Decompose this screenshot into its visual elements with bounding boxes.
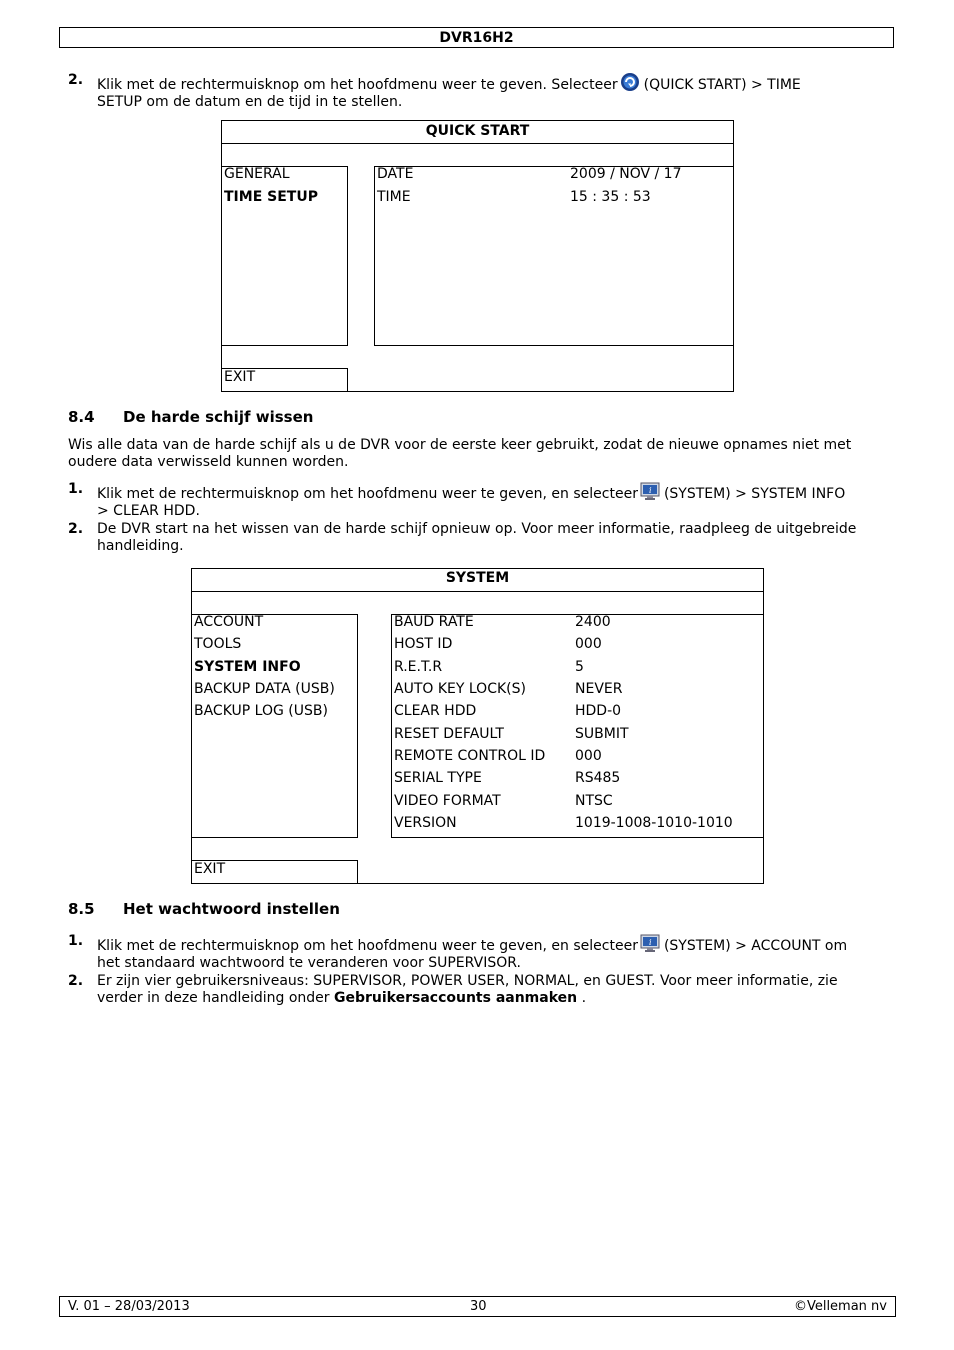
row-label: HOST ID (394, 636, 453, 652)
step-text-part: . (581, 990, 587, 1006)
step-number: 2. (68, 973, 84, 989)
step-text-part: (QUICK START) > TIME (643, 77, 801, 93)
exit-label: EXIT (194, 861, 226, 877)
section-intro (68, 437, 890, 471)
row-value[interactable]: 5 (575, 659, 584, 675)
intro-line: Wis alle data van de harde schijf als u de DVR voor de eerste keer gebruikt, zodat de nieuwe opnames niet met (68, 437, 852, 453)
section-title: De harde schijf wissen (123, 408, 314, 426)
row-label: TIME (377, 189, 411, 205)
menu-title: QUICK START (425, 123, 530, 139)
step-text-part: (SYSTEM) > SYSTEM INFO (663, 486, 846, 502)
menu-item-account[interactable]: ACCOUNT (194, 614, 264, 630)
row-value[interactable]: RS485 (575, 770, 621, 786)
step-text (97, 72, 889, 111)
document-footer (59, 1296, 896, 1317)
step-text-line2: > CLEAR HDD. (97, 503, 200, 519)
row-value[interactable]: NTSC (575, 793, 613, 809)
step-text-line2: SETUP om de datum en de tijd in te stellen. (97, 94, 403, 110)
step-text (97, 933, 889, 972)
step-number: 2. (68, 72, 84, 88)
menu-item-system-info[interactable]: SYSTEM INFO (194, 659, 301, 675)
divider (221, 143, 734, 144)
svg-text:i: i (648, 486, 652, 495)
divider (191, 591, 764, 592)
section-number: 8.4 (68, 408, 95, 426)
step-text-line2: handleiding. (97, 538, 184, 554)
step-number: 1. (68, 933, 84, 949)
row-value[interactable]: 2400 (575, 614, 611, 630)
header-title: DVR16H2 (439, 30, 514, 46)
row-value[interactable]: 000 (575, 636, 602, 652)
menu-item-backup-data[interactable]: BACKUP DATA (USB) (194, 681, 335, 697)
row-label: RESET DEFAULT (394, 726, 504, 742)
menu-item-time-setup[interactable]: TIME SETUP (224, 189, 318, 205)
step-number: 2. (68, 521, 84, 537)
step-text-part: (SYSTEM) > ACCOUNT om (663, 938, 848, 954)
exit-label: EXIT (224, 369, 256, 385)
row-value[interactable]: 000 (575, 748, 602, 764)
row-label: REMOTE CONTROL ID (394, 748, 546, 764)
row-label: VIDEO FORMAT (394, 793, 501, 809)
menu-item-tools[interactable]: TOOLS (194, 636, 242, 652)
menu-title: SYSTEM (445, 570, 510, 586)
footer-page-number: 30 (470, 1299, 487, 1314)
step-text-line2: het standaard wachtwoord te veranderen voor SUPERVISOR. (97, 955, 521, 971)
row-label: SERIAL TYPE (394, 770, 482, 786)
date-value[interactable]: 2009 / NOV / 17 (570, 166, 682, 182)
right-menu-panel (374, 166, 734, 346)
intro-line: oudere data verwisseld kunnen worden. (68, 454, 349, 470)
step-number: 1. (68, 481, 84, 497)
row-value[interactable]: NEVER (575, 681, 623, 697)
menu-item-backup-log[interactable]: BACKUP LOG (USB) (194, 703, 328, 719)
row-value: 1019-1008-1010-1010 (575, 815, 733, 831)
step-text (97, 973, 889, 1007)
svg-text:i: i (648, 938, 652, 947)
section-number: 8.5 (68, 900, 95, 918)
quick-start-icon (620, 72, 640, 92)
bold-reference: Gebruikersaccounts aanmaken (333, 990, 578, 1006)
step-text-part: verder in deze handleiding onder (97, 990, 330, 1006)
footer-copyright: ©Velleman nv (793, 1299, 887, 1314)
row-label: CLEAR HDD (394, 703, 477, 719)
step-text-part: Klik met de rechtermuisknop om het hoofdmenu weer te geven. Selecteer (97, 77, 618, 93)
footer-version: V. 01 – 28/03/2013 (68, 1299, 190, 1314)
section-title: Het wachtwoord instellen (123, 900, 340, 918)
system-icon (640, 933, 660, 953)
row-label: AUTO KEY LOCK(S) (394, 681, 526, 697)
row-label: VERSION (394, 815, 457, 831)
step-text (97, 521, 889, 555)
step-text-part: Klik met de rechtermuisknop om het hoofdmenu weer te geven, en selecteer (97, 938, 638, 954)
system-icon (640, 481, 660, 501)
row-value[interactable]: HDD-0 (575, 703, 622, 719)
time-value[interactable]: 15 : 35 : 53 (570, 189, 651, 205)
step-text-part: Klik met de rechtermuisknop om het hoofdmenu weer te geven, en selecteer (97, 486, 638, 502)
document-header (59, 27, 894, 48)
row-label: DATE (377, 166, 414, 182)
step-text-line1: Er zijn vier gebruikersniveaus: SUPERVISOR, POWER USER, NORMAL, en GUEST. Voor meer informatie, zie (97, 973, 838, 989)
row-value[interactable]: SUBMIT (575, 726, 629, 742)
menu-item-general[interactable]: GENERAL (224, 166, 290, 182)
row-label: BAUD RATE (394, 614, 474, 630)
step-text-line1: De DVR start na het wissen van de harde schijf opnieuw op. Voor meer informatie, raadpleeg de uitgebreide (97, 521, 857, 537)
row-label: R.E.T.R (394, 659, 443, 675)
step-text (97, 481, 889, 520)
